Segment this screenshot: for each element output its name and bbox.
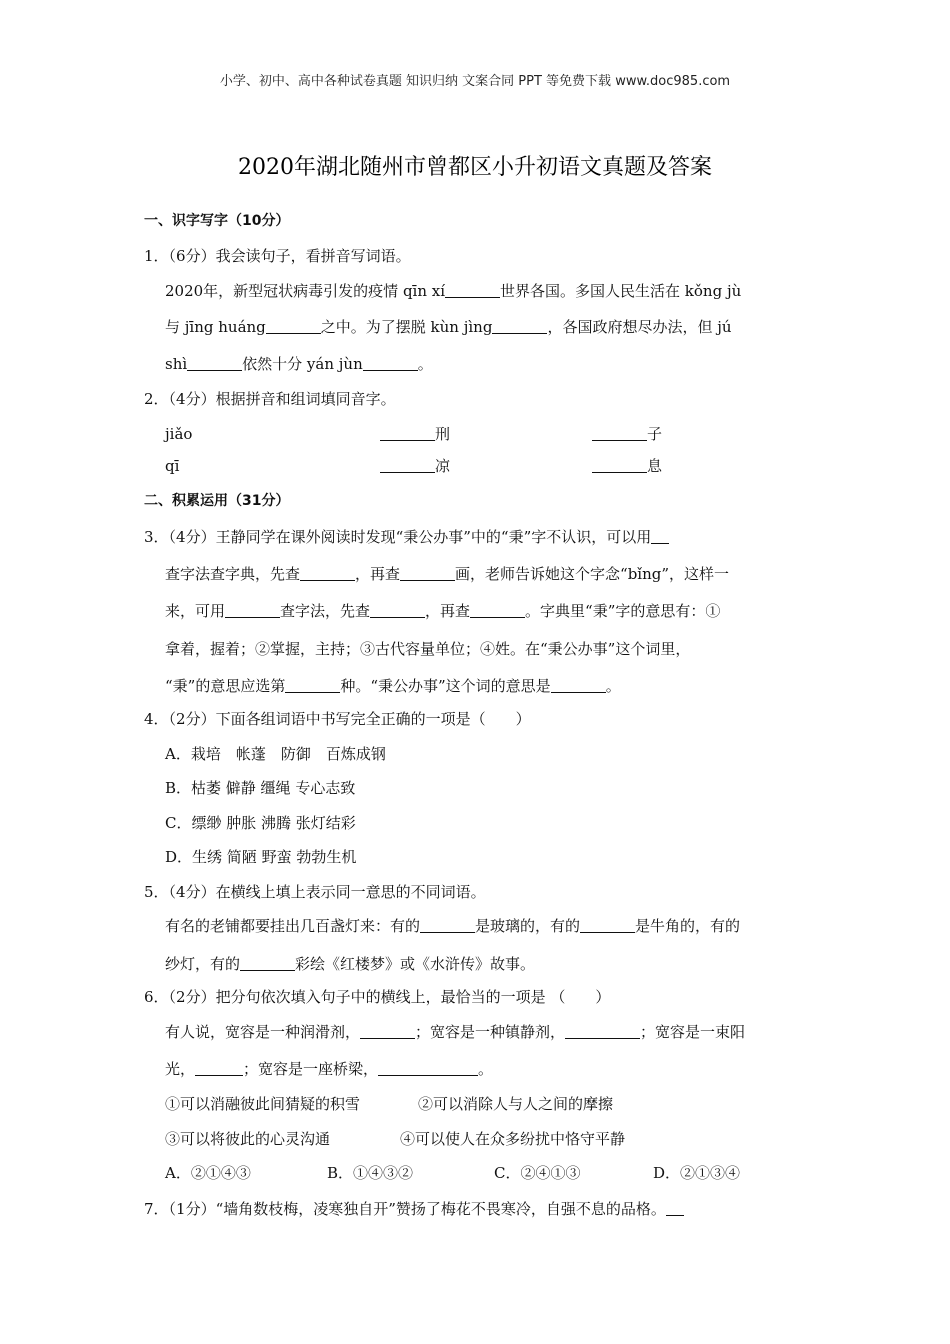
question-5-line-1	[165, 917, 740, 935]
answer-blank[interactable]	[565, 1023, 640, 1039]
q1-text: 。	[417, 355, 433, 373]
q6-option-c: C．②④①③	[494, 1164, 581, 1182]
question-3-line-4: 拿着，握着；②掌握，主持；③古代容量单位；④姓。在“秉公办事”这个词里，	[165, 640, 691, 658]
answer-blank[interactable]	[266, 318, 321, 334]
q4-option-a: A．栽培 帐蓬 防御 百炼成钢	[165, 745, 386, 763]
q1-text: 世界各国。多国人民生活在 kǒng jù	[500, 282, 742, 300]
q4-option-b: B．枯萎 僻静 缰绳 专心志致	[165, 779, 356, 797]
answer-blank[interactable]	[380, 425, 435, 441]
q6-text: ；宽容是一座桥梁，	[243, 1060, 379, 1078]
answer-blank[interactable]	[195, 1060, 243, 1076]
q6-text: 有人说，宽容是一种润滑剂，	[165, 1023, 361, 1041]
q6-option-b: B．①④③②	[327, 1164, 414, 1182]
section-1-heading: 一、识字写字（10分）	[144, 213, 290, 229]
q2-pinyin-jiao: jiǎo	[165, 425, 193, 443]
answer-blank[interactable]	[300, 565, 355, 581]
q6-option-a: A．②①④③	[165, 1164, 251, 1182]
q2-item	[380, 457, 450, 475]
q6-option-d: D．②①③④	[653, 1164, 741, 1182]
q5-text: 纱灯，有的	[165, 955, 241, 973]
q5-text: 是玻璃的，有的	[475, 917, 581, 935]
q4-option-d: D．生绣 简陋 野蛮 勃勃生机	[165, 848, 357, 866]
question-3-line-1	[144, 528, 669, 546]
section-2-heading: 二、积累运用（31分）	[144, 493, 290, 509]
q1-text: ，各国政府想尽办法，但 jú	[547, 318, 732, 336]
question-3-line-3	[165, 602, 720, 620]
q2-word: 凉	[435, 457, 451, 475]
answer-blank[interactable]	[187, 355, 242, 371]
question-4-stem: 4．（2分）下面各组词语中书写完全正确的一项是（ ）	[144, 710, 531, 728]
answer-blank[interactable]	[400, 565, 455, 581]
q3-text: ，再查	[355, 565, 401, 583]
answer-blank[interactable]	[240, 955, 295, 971]
answer-blank[interactable]	[580, 917, 635, 933]
q3-text: 来，可用	[165, 602, 226, 620]
answer-blank[interactable]	[592, 425, 647, 441]
question-7-line-1	[144, 1200, 684, 1218]
q6-clause-4: ④可以使人在众多纷扰中恪守平静	[400, 1130, 626, 1148]
question-1-line-2	[165, 318, 732, 336]
q1-text: 与 jīng huáng	[165, 318, 266, 336]
answer-blank[interactable]	[666, 1200, 684, 1216]
q6-clause-1: ①可以消融彼此间猜疑的积雪	[165, 1095, 361, 1113]
q2-item	[592, 425, 662, 443]
q1-text: shì	[165, 355, 188, 373]
q2-word: 息	[647, 457, 663, 475]
q3-text: 画，老师告诉她这个字念“bǐng”，这样一	[455, 565, 730, 583]
q3-text: ，再查	[425, 602, 471, 620]
answer-blank[interactable]	[285, 677, 340, 693]
answer-blank[interactable]	[470, 602, 525, 618]
q3-text: 。字典里“秉”字的意思有：①	[525, 602, 721, 620]
question-1-line-3	[165, 355, 433, 373]
q2-word: 子	[647, 425, 663, 443]
q6-text: ；宽容是一种镇静剂，	[415, 1023, 566, 1041]
answer-blank[interactable]	[492, 318, 547, 334]
q6-clause-3: ③可以将彼此的心灵沟通	[165, 1130, 331, 1148]
answer-blank[interactable]	[370, 602, 425, 618]
q3-text: 种。“秉公办事”这个词的意思是	[340, 677, 551, 695]
question-6-line-2	[165, 1060, 493, 1078]
answer-blank[interactable]	[363, 355, 418, 371]
q7-text: 7．（1分）“墙角数枝梅，凌寒独自开”赞扬了梅花不畏寒冷，自强不息的品格。	[144, 1200, 666, 1218]
q6-text: 光，	[165, 1060, 196, 1078]
answer-blank[interactable]	[360, 1023, 415, 1039]
q6-text: 。	[478, 1060, 494, 1078]
question-3-line-2	[165, 565, 729, 583]
q2-word: 刑	[435, 425, 451, 443]
q5-text: 是牛角的，有的	[635, 917, 741, 935]
q2-pinyin-qi: qī	[165, 457, 180, 475]
q3-text: 查字法查字典，先查	[165, 565, 301, 583]
q1-text: 之中。为了摆脱 kùn jìng	[320, 318, 493, 336]
question-1-stem: 1．（6分）我会读句子，看拼音写词语。	[144, 247, 411, 265]
question-1-line-1	[165, 282, 741, 300]
page-header: 小学、初中、高中各种试卷真题 知识归纳 文案合同 PPT 等免费下载 www.doc985.com	[219, 74, 731, 89]
answer-blank[interactable]	[420, 917, 475, 933]
q3-text: 查字法，先查	[280, 602, 371, 620]
q5-text: 彩绘《红楼梦》或《水浒传》故事。	[295, 955, 536, 973]
q1-text: 2020年，新型冠状病毒引发的疫情 qīn xí	[165, 282, 446, 300]
page-title: 2020年湖北随州市曾都区小升初语文真题及答案	[238, 155, 712, 180]
question-2-stem: 2．（4分）根据拼音和组词填同音字。	[144, 390, 396, 408]
answer-blank[interactable]	[225, 602, 280, 618]
q1-text: 依然十分 yán jùn	[242, 355, 363, 373]
q3-text: 。	[605, 677, 621, 695]
q3-text: 3．（4分）王静同学在课外阅读时发现“秉公办事”中的“秉”字不认识，可以用	[144, 528, 652, 546]
q6-text: ；宽容是一束阳	[640, 1023, 746, 1041]
question-5-stem: 5．（4分）在横线上填上表示同一意思的不同词语。	[144, 883, 486, 901]
q2-item	[592, 457, 662, 475]
q5-text: 有名的老铺都要挂出几百盏灯来：有的	[165, 917, 421, 935]
question-3-line-5	[165, 677, 621, 695]
q3-text: “秉”的意思应选第	[165, 677, 286, 695]
question-5-line-2	[165, 955, 535, 973]
q6-clause-2: ②可以消除人与人之间的摩擦	[418, 1095, 614, 1113]
answer-blank[interactable]	[380, 457, 435, 473]
q4-option-c: C．缥缈 肿胀 沸腾 张灯结彩	[165, 814, 356, 832]
answer-blank[interactable]	[651, 528, 669, 544]
answer-blank[interactable]	[445, 282, 500, 298]
question-6-line-1	[165, 1023, 745, 1041]
answer-blank[interactable]	[551, 677, 606, 693]
q2-item	[380, 425, 450, 443]
question-6-stem: 6．（2分）把分句依次填入句子中的横线上，最恰当的一项是 （ ）	[144, 988, 611, 1006]
answer-blank[interactable]	[592, 457, 647, 473]
answer-blank[interactable]	[378, 1060, 478, 1076]
